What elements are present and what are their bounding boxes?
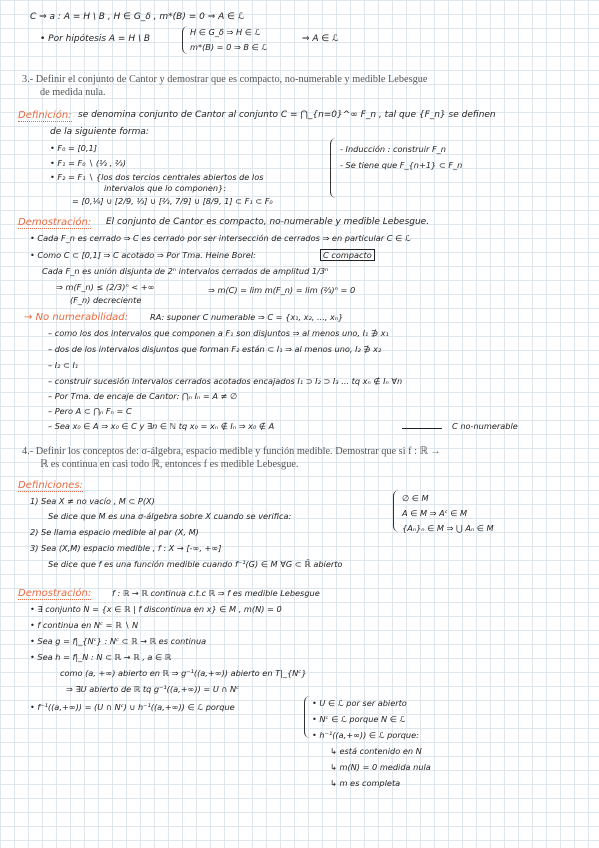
q4-def-1b: Se dice que M es una σ-álgebra sobre X cuando se verifica: (48, 511, 292, 521)
q4-proof-label: Demostración: (18, 588, 92, 599)
q3-definition-text-2: de la siguiente forma: (50, 127, 149, 137)
q4-sigma-axiom-2: A ∈ M ⇒ Aᶜ ∈ M (402, 508, 468, 518)
q3-proof-text: El conjunto de Cantor es compacto, no-numerable y medible Lebesgue. (106, 217, 430, 227)
q3-prompt-line-1: 3.- Definir el conjunto de Cantor y demostrar que es compacto, no-numerable y medible Lebesgue (22, 74, 428, 85)
q4-def-3b: Se dice que f es una función medible cuando f⁻¹(G) ∈ M ∀G ⊂ ℝ̄ abierto (48, 559, 343, 569)
q3-nn-line-3: – I₂ ⊂ I₁ (48, 360, 79, 370)
q4-proof-line-3: • Sea g = f|_{Nᶜ} : Nᶜ ⊂ ℝ → ℝ es continua (30, 636, 207, 646)
q3-side-note-2: - Se tiene que F_{n+1} ⊂ F_n (340, 160, 463, 170)
q3-f0: • F₀ = [0,1] (50, 143, 97, 153)
q3-side-note-1: - Inducción : construir F_n (340, 144, 446, 154)
q4-def-2: 2) Se llama espacio medible al par (X, M) (30, 527, 199, 537)
q4-proof-line-2: • f continua en Nᶜ = ℝ ∖ N (30, 620, 139, 630)
q4-reason-6: ↳ m es completa (330, 778, 401, 788)
q3-nonnumerable-text: RA: suponer C numerable ⇒ C = {x₁, x₂, ..., xₙ} (150, 312, 344, 322)
q3-prompt-line-2: de medida nula. (40, 87, 106, 98)
q3-compact-conclusion (320, 250, 375, 261)
intro-conclusion: ⇒ A ∈ ℒ (302, 34, 339, 44)
q4-proof-text: f : ℝ → ℝ continua c.t.c ℝ ⇒ f es medible Lebesgue (112, 588, 320, 598)
q3-proof-line-2: • Como C ⊂ [0,1] ⇒ C acotado ⇒ Por Tma. Heine Borel: (30, 250, 256, 260)
q4-reason-5: ↳ m(N) = 0 medida nula (330, 762, 431, 772)
intro-brace-line-1: H ∈ G_δ ⇒ H ∈ ℒ (190, 27, 261, 37)
q3-nn-line-1: – como los dos intervalos que componen a F₁ son disjuntos ⇒ al menos uno, I₁ ∌ x₁ (48, 328, 389, 338)
q3-nn-line-6: – Pero A ⊂ ⋂ₙ Fₙ = C (48, 406, 132, 416)
q4-proof-line-7: • f⁻¹((a,+∞)) = (U ∩ Nᶜ) ∪ h⁻¹((a,+∞)) ∈ ℒ porque (30, 702, 235, 712)
q4-prompt-line-2: ℝ es continua en casi todo ℝ, entonces f es medible Lebesgue. (40, 459, 299, 470)
q4-reason-3: • h⁻¹((a,+∞)) ∈ ℒ porque: (312, 730, 419, 740)
q3-f2: • F₂ = F₁ ∖ {los dos tercios centrales abiertos de los (50, 172, 264, 182)
q3-definition-text-1: se denomina conjunto de Cantor al conjunto C = ⋂_{n=0}^∞ F_n , tal que {F_n} se definen (78, 110, 496, 120)
q4-sigma-axiom-1: ∅ ∈ M (402, 493, 429, 503)
q4-reason-1: • U ∈ ℒ por ser abierto (312, 698, 407, 708)
q4-proof-line-5: como (a, +∞) abierto en ℝ ⇒ g⁻¹((a,+∞)) abierto en T|_{Nᶜ} (60, 668, 307, 678)
q4-sigma-brace (393, 490, 399, 532)
q3-nonnumerable-conclusion: C no-numerable (452, 421, 518, 431)
q4-proof-line-1: • ∃ conjunto N = {x ∈ ℝ | f discontinua en x} ∈ M , m(N) = 0 (30, 604, 282, 614)
q3-nn-line-2: – dos de los intervalos disjuntos que forman F₂ están ⊂ I₁ ⇒ al menos uno, I₂ ∌ x₂ (48, 344, 382, 354)
q3-nn-line-7: – Sea x₀ ∈ A ⇒ x₀ ∈ C y ∃n ∈ ℕ tq x₀ = xₙ ∉ Iₙ ⇒ x₀ ∉ A (48, 421, 275, 431)
q3-measure-zero: ⇒ m(C) = lim m(F_n) = lim (⅔)ⁿ = 0 (208, 285, 356, 295)
q4-reason-2: • Nᶜ ∈ ℒ porque N ∈ ℒ (312, 714, 406, 724)
intro-brace (182, 26, 188, 54)
q3-f2-continued: intervalos que lo componen}: (104, 183, 227, 193)
q4-sigma-axiom-3: {Aₙ}ₙ ∈ M ⇒ ⋃ Aₙ ∈ M (402, 523, 494, 533)
q3-definition-label: Definición: (18, 110, 72, 121)
q3-proof-line-5: (F_n) decreciente (70, 295, 142, 305)
q3-f2-result: = [0,⅑] ∪ [2/9, ⅓] ∪ [⅔, 7/9] ∪ [8/9, 1] ⊂ F₁ ⊂ F₀ (72, 196, 273, 206)
q4-proof-line-4: • Sea h = f|_N : N ⊂ ℝ → ℝ , a ∈ ℝ (30, 652, 172, 662)
q3-proof-label: Demostración: (18, 217, 92, 228)
q3-f1: • F₁ = F₀ ∖ (⅓ , ⅔) (50, 158, 126, 168)
q4-reason-4: ↳ está contenido en N (330, 746, 422, 756)
q4-proof-line-6: ⇒ ∃U abierto de ℝ tq g⁻¹((a,+∞)) = U ∩ Nᶜ (66, 684, 240, 694)
q3-proof-line-4: ⇒ m(F_n) ≤ (2/3)ⁿ < +∞ (56, 282, 155, 292)
intro-line-2: • Por hipótesis A = H \ B (40, 34, 151, 44)
q4-reason-brace (304, 696, 310, 738)
q3-side-brace (330, 138, 337, 198)
q3-compact-box: C compacto (320, 249, 375, 261)
intro-line-1: C ⇒ a : A = H \ B , H ∈ G_δ , m*(B) = 0 ⇒ A ∈ ℒ (30, 12, 245, 22)
q4-definitions-label: Definiciones: (18, 480, 83, 491)
q3-contradiction-line (402, 428, 442, 429)
q3-proof-line-1: • Cada F_n es cerrado ⇒ C es cerrado por ser intersección de cerrados ⇒ en particular C ∈ ℒ (30, 233, 411, 243)
q4-def-3: 3) Sea (X,M) espacio medible , f : X → [-∞, +∞] (30, 543, 222, 553)
q4-def-1: 1) Sea X ≠ no vacío , M ⊂ P(X) (30, 496, 155, 506)
intro-brace-line-2: m*(B) = 0 ⇒ B ∈ ℒ (190, 42, 268, 52)
q3-nn-line-4: – construir sucesión intervalos cerrados acotados encajados I₁ ⊃ I₂ ⊃ I₃ ... tq xₙ ∉ Iₙ ∀n (48, 376, 403, 386)
q3-nonnumerable-label: → No numerabilidad: (24, 312, 129, 323)
q3-nn-line-5: – Por Tma. de encaje de Cantor: ⋂ₙ Iₙ = A ≠ ∅ (48, 391, 238, 401)
q4-prompt-line-1: 4.- Definir los conceptos de: σ-álgebra, espacio medible y función medible. Demostrar que si f : ℝ → (22, 446, 441, 457)
q3-proof-line-3: Cada F_n es unión disjunta de 2ⁿ intervalos cerrados de amplitud 1/3ⁿ (42, 266, 329, 276)
